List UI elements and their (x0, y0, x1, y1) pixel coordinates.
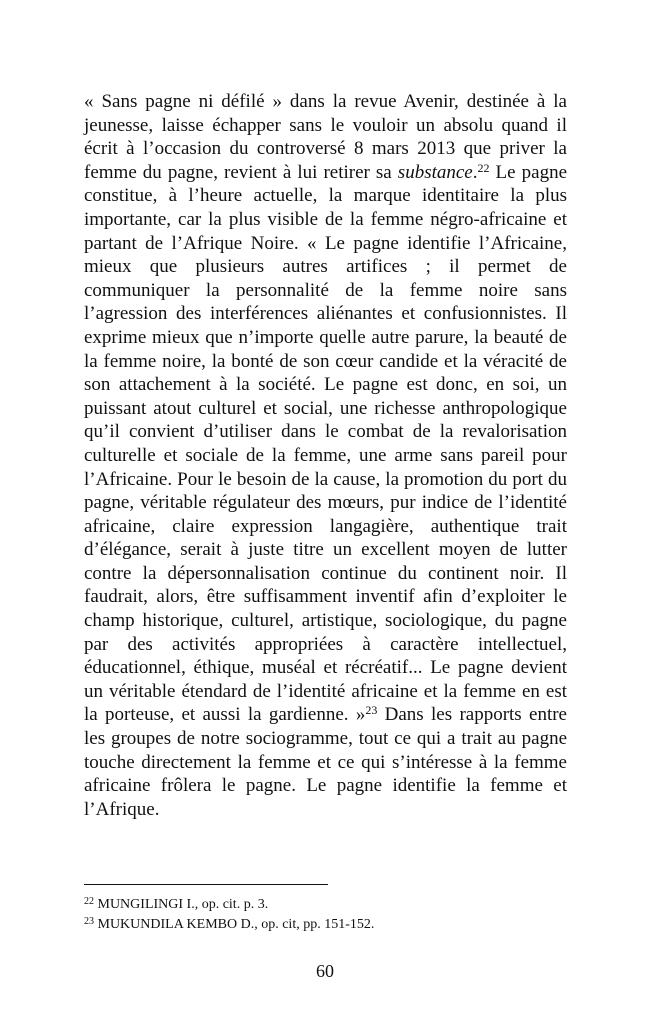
paragraph-text-segment: « Sans pagne ni défilé » dans la revue Avenir, destinée à la jeunesse, laisse échapper sans le vouloir un absolu quand il écrit à l’occasion du controversé 8 mars 2013 que priver la femme du pagne, revient à lui retirer sa (84, 91, 567, 183)
paragraph-text-segment: Le pagne constitue, à l’heure actuelle, la marque identitaire la plus importante, car la plus visible de la femme négro-africaine et partant de l’Afrique Noire. « Le pagne identifie l’Africaine, mieux que plusieurs autres artifices ; il permet de communiquer la personnalité de la femme noire sans l’agression des interférences aliénantes et confusionnistes. Il exprime mieux que n’importe quelle autre parure, la beauté de la femme noire, la bonté de son cœur candide et la véracité de son attachement à la société. Le pagne est donc, en soi, un puissant atout culturel et social, une richesse anthropologique qu’il convient d’utiliser dans le combat de la revalorisation culturelle et sociale de la femme, une arme sans pareil pour l’Africaine. Pour le besoin de la cause, la promotion du port du pagne, véritable régulateur des mœurs, pur indice de l’identité africaine, claire expression langagière, authentique trait d’élégance, serait à juste titre un excellent moyen de lutter contre la dépersonnalisation continue du continent noir. Il faudrait, alors, être suffisamment inventif afin d’exploiter le champ historique, culturel, artistique, sociologique, du pagne par des activités appropriées à caractère intellectuel, éducationnel, éthique, muséal et récréatif... Le pagne devient un véritable étendard de l’identité africaine et la femme en est la porteuse, et aussi la gardienne. » (84, 161, 568, 726)
page-number: 60 (316, 961, 334, 981)
footnote-reference-23[interactable]: 23 (365, 703, 378, 718)
footnote-23 (84, 915, 567, 935)
footnotes (84, 895, 567, 934)
footnote-text: MUNGILINGI I., op. cit. p. 3. (94, 897, 269, 912)
footnote-text: MUKUNDILA KEMBO D., op. cit, pp. 151-152. (94, 916, 375, 932)
footnote-22 (84, 895, 567, 915)
footnote-number: 23 (84, 915, 94, 927)
paragraph-text-segment: Dans les rapports entre les groupes de notre sociogramme, tout ce qui a trait au pagne touche directement la femme et ce qui s’intéresse à la femme africaine frôlera le pagne. Le pagne identifie la femme et l’Afrique. (84, 704, 567, 820)
footnote-separator (84, 884, 328, 885)
body-paragraph (84, 90, 567, 821)
emphasized-word: substance (397, 161, 473, 183)
footnote-number: 22 (84, 896, 94, 907)
paragraph-text-segment: . (472, 161, 478, 183)
footnote-reference-22[interactable]: 22 (477, 160, 490, 175)
